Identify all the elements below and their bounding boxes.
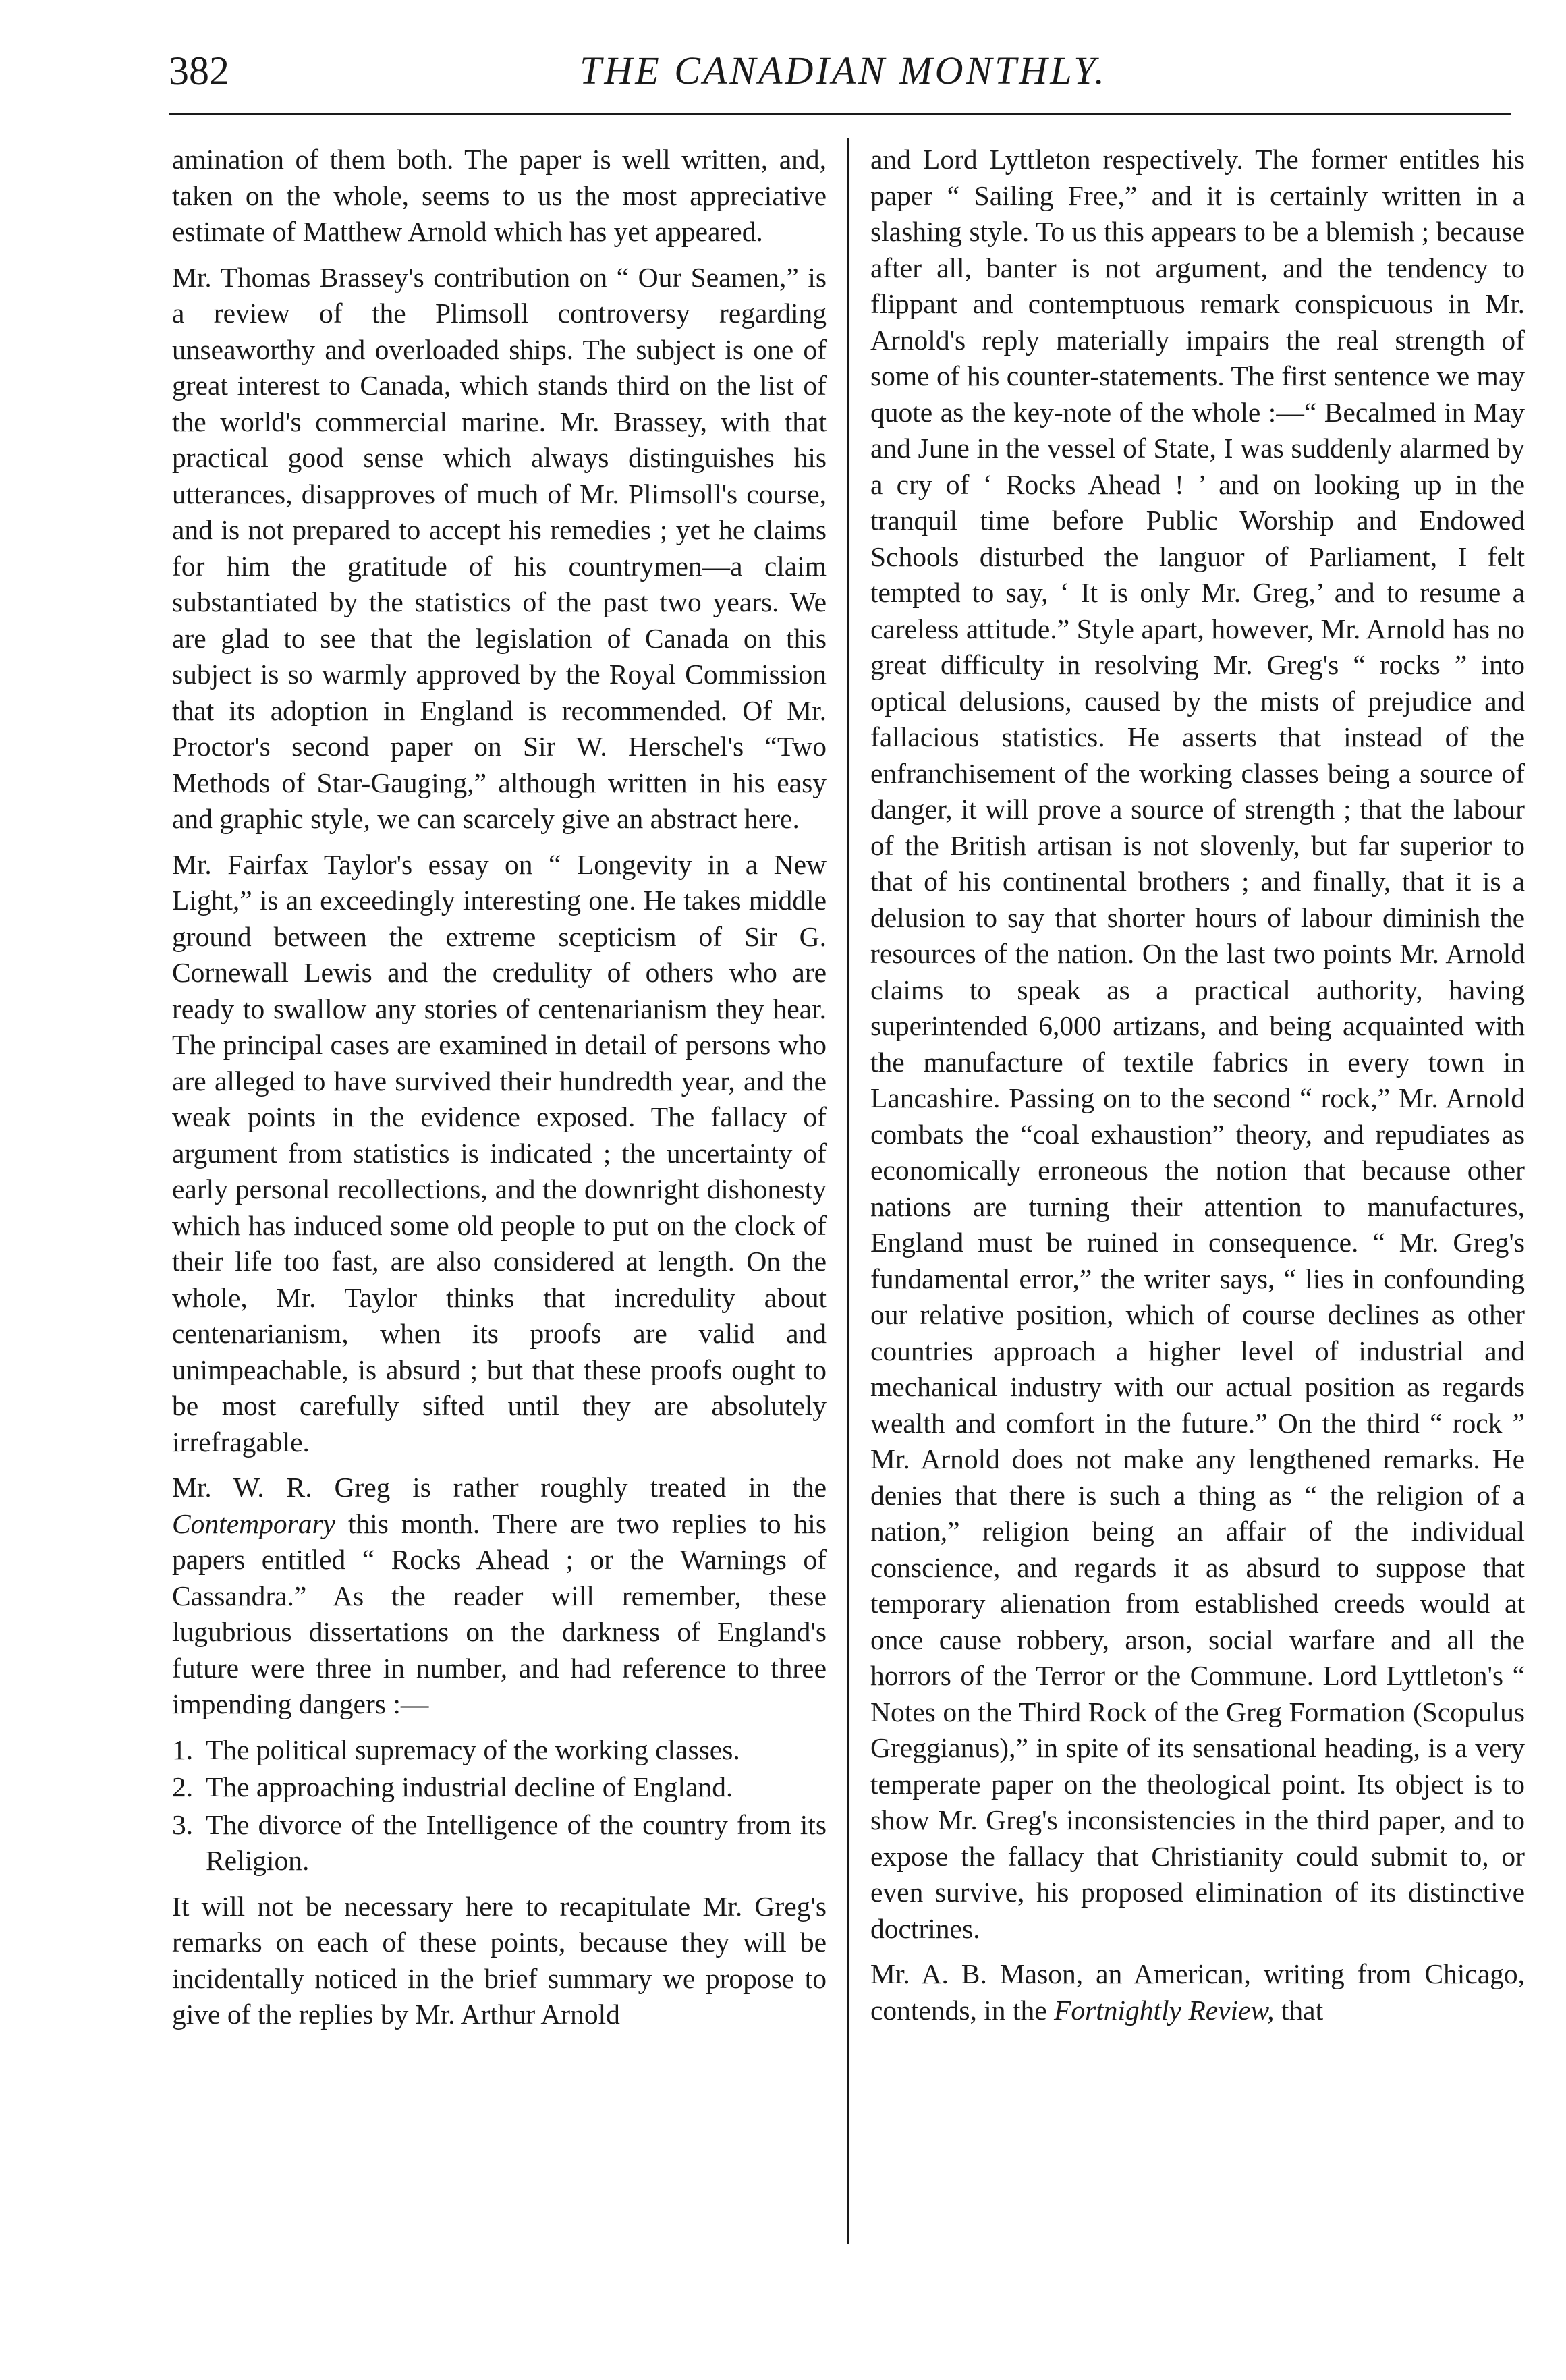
text-run: Mr. W. R. Greg is rather roughly treated in the: [172, 1472, 827, 1503]
list-item: [172, 1807, 827, 1879]
paragraph: [870, 1956, 1525, 2028]
list-text: The divorce of the Intelligence of the country from its Religion.: [206, 1808, 827, 1876]
paragraph: Mr. Thomas Brassey's contribution on “ Our Seamen,” is a review of the Plimsoll controversy regarding unseaworthy and overloaded ships. The subject is one of great interest to Canada, which stands third on the list of the world's commercial marine. Mr. Brassey, with that practical good sense which always distinguishes his utterances, disapproves of much of Mr. Plimsoll's course, and is not prepared to accept his remedies ; yet he claims for him the gratitude of his countrymen—a claim substantiated by the statistics of the past two years. We are glad to see that the legislation of Canada on this subject is so warmly approved by the Royal Commission that its adoption in England is recommended. Of Mr. Proctor's second paper on Sir W. Herschel's “Two Methods of Star-Gauging,” although written in his easy and graphic style, we can scarcely give an abstract here.: [172, 261, 827, 834]
text-run: this month. There are two replies to his papers entitled “ Rocks Ahead ; or the Warnings of Cassandra.” As the reader will remember, these lugubrious dissertations on the darkness of England's future were three in number, and had reference to three impending dangers :—: [172, 1507, 827, 1719]
list-number: 3.: [172, 1808, 194, 1840]
list-item: [172, 1732, 827, 1769]
paragraph: It will not be necessary here to recapitulate Mr. Greg's remarks on each of these points, because they will be incidentally noticed in the brief summary we propose to give of the replies by Mr. Arthur Arnold: [172, 1890, 827, 2030]
page-header: [169, 40, 1518, 101]
column-divider: [847, 138, 849, 2244]
list-item: [172, 1769, 827, 1806]
running-title: THE CANADIAN MONTHLY.: [580, 49, 1107, 92]
list-number: 1.: [172, 1734, 194, 1765]
italic-title: Fortnightly Review,: [1054, 1994, 1275, 2026]
list-text: The approaching industrial decline of England.: [206, 1771, 733, 1802]
paragraph: and Lord Lyttleton respectively. The former entitles his paper “ Sailing Free,” and it is certainly written in a slashing style. To us this appears to be a blemish ; because after all, banter is not argument, and the tendency to flippant and contemptuous remark conspicuous in Mr. Arnold's reply materially impairs the real strength of some of his counter-statements. The first sentence we may quote as the key-note of the whole :—“ Becalmed in May and June in the vessel of State, I was suddenly alarmed by a cry of ‘ Rocks Ahead ! ’ and on looking up in the tranquil time before Public Worship and Endowed Schools disturbed the languor of Parliament, I felt tempted to say, ‘ It is only Mr. Greg,’ and to resume a careless attitude.” Style apart, however, Mr. Arnold has no great difficulty in resolving Mr. Greg's “ rocks ” into optical delusions, caused by the mists of prejudice and fallacious statistics. He asserts that instead of the enfranchisement of the working classes being a source of danger, it will prove a source of strength ; that the labour of the British artisan is not slovenly, but far superior to that of his continental brothers ; and finally, that it is a delusion to say that shorter hours of labour diminish the resources of the nation. On the last two points Mr. Arnold claims to speak as a practical authority, having superintended 6,000 artizans, and being acquainted with the manufacture of textile fabrics in every town in Lancashire. Passing on to the second “ rock,” Mr. Arnold combats the “coal exhaustion” theory, and repudiates as economically erroneous the notion that because other nations are turning their attention to manufactures, England must be ruined in consequence. “ Mr. Greg's fundamental error,” the writer says, “ lies in confounding our relative position, which of course declines as other countries approach a higher level of industrial and mechanical industry with our actual position as regards wealth and comfort in the future.” On the third “ rock ” Mr. Arnold does not make any lengthened remarks. He denies that there is such a thing as “ the religion of a nation,” religion being an affair of the individual conscience, and regards it as absurd to suppose that temporary alienation from established creeds would at once cause robbery, arson, social warfare and all the horrors of the Terror or the Commune. Lord Lyttleton's “ Notes on the Third Rock of the Greg Formation (Scopulus Greggianus),” in spite of its sensational heading, is a very temperate paper on the theological point. Its object is to show Mr. Greg's inconsistencies in the third paper, and to expose the fallacy that Christianity could submit to, or even survive, his proposed elimination of its distinctive doctrines.: [870, 144, 1525, 1944]
paragraph: Mr. Fairfax Taylor's essay on “ Longevity in a New Light,” is an exceedingly interesting one. He takes middle ground between the extreme scepticism of Sir G. Cornewall Lewis and the credulity of others who are ready to swallow any stories of centenarianism they hear. The principal cases are examined in detail of persons who are alleged to have survived their hundredth year, and the weak points in the evidence exposed. The fallacy of argument from statistics is indicated ; the uncertainty of early personal recollections, and the downright dishonesty which has induced some old people to put on the clock of their life too fast, are also considered at length. On the whole, Mr. Taylor thinks that incredulity about centenarianism, when its proofs are valid and unimpeachable, is absurd ; but that these proofs ought to be most carefully sifted until they are absolutely irrefragable.: [172, 848, 827, 1458]
paragraph: [172, 1470, 827, 1723]
left-column: [172, 142, 827, 2281]
page-number: 382: [169, 49, 229, 93]
header-rule: [169, 113, 1511, 115]
list-number: 2.: [172, 1771, 194, 1802]
text-run: Mr. A. B. Mason, an American, writing from Chicago, contends, in the: [870, 1958, 1525, 2026]
italic-title: Contemporary: [172, 1507, 336, 1539]
right-column: [870, 142, 1525, 2281]
numbered-list: [172, 1732, 827, 1879]
text-run: that: [1274, 1994, 1324, 2026]
list-text: The political supremacy of the working classes.: [206, 1734, 740, 1765]
paragraph: amination of them both. The paper is well written, and, taken on the whole, seems to us the most appreciative estimate of Matthew Arnold which has yet appeared.: [172, 144, 827, 247]
